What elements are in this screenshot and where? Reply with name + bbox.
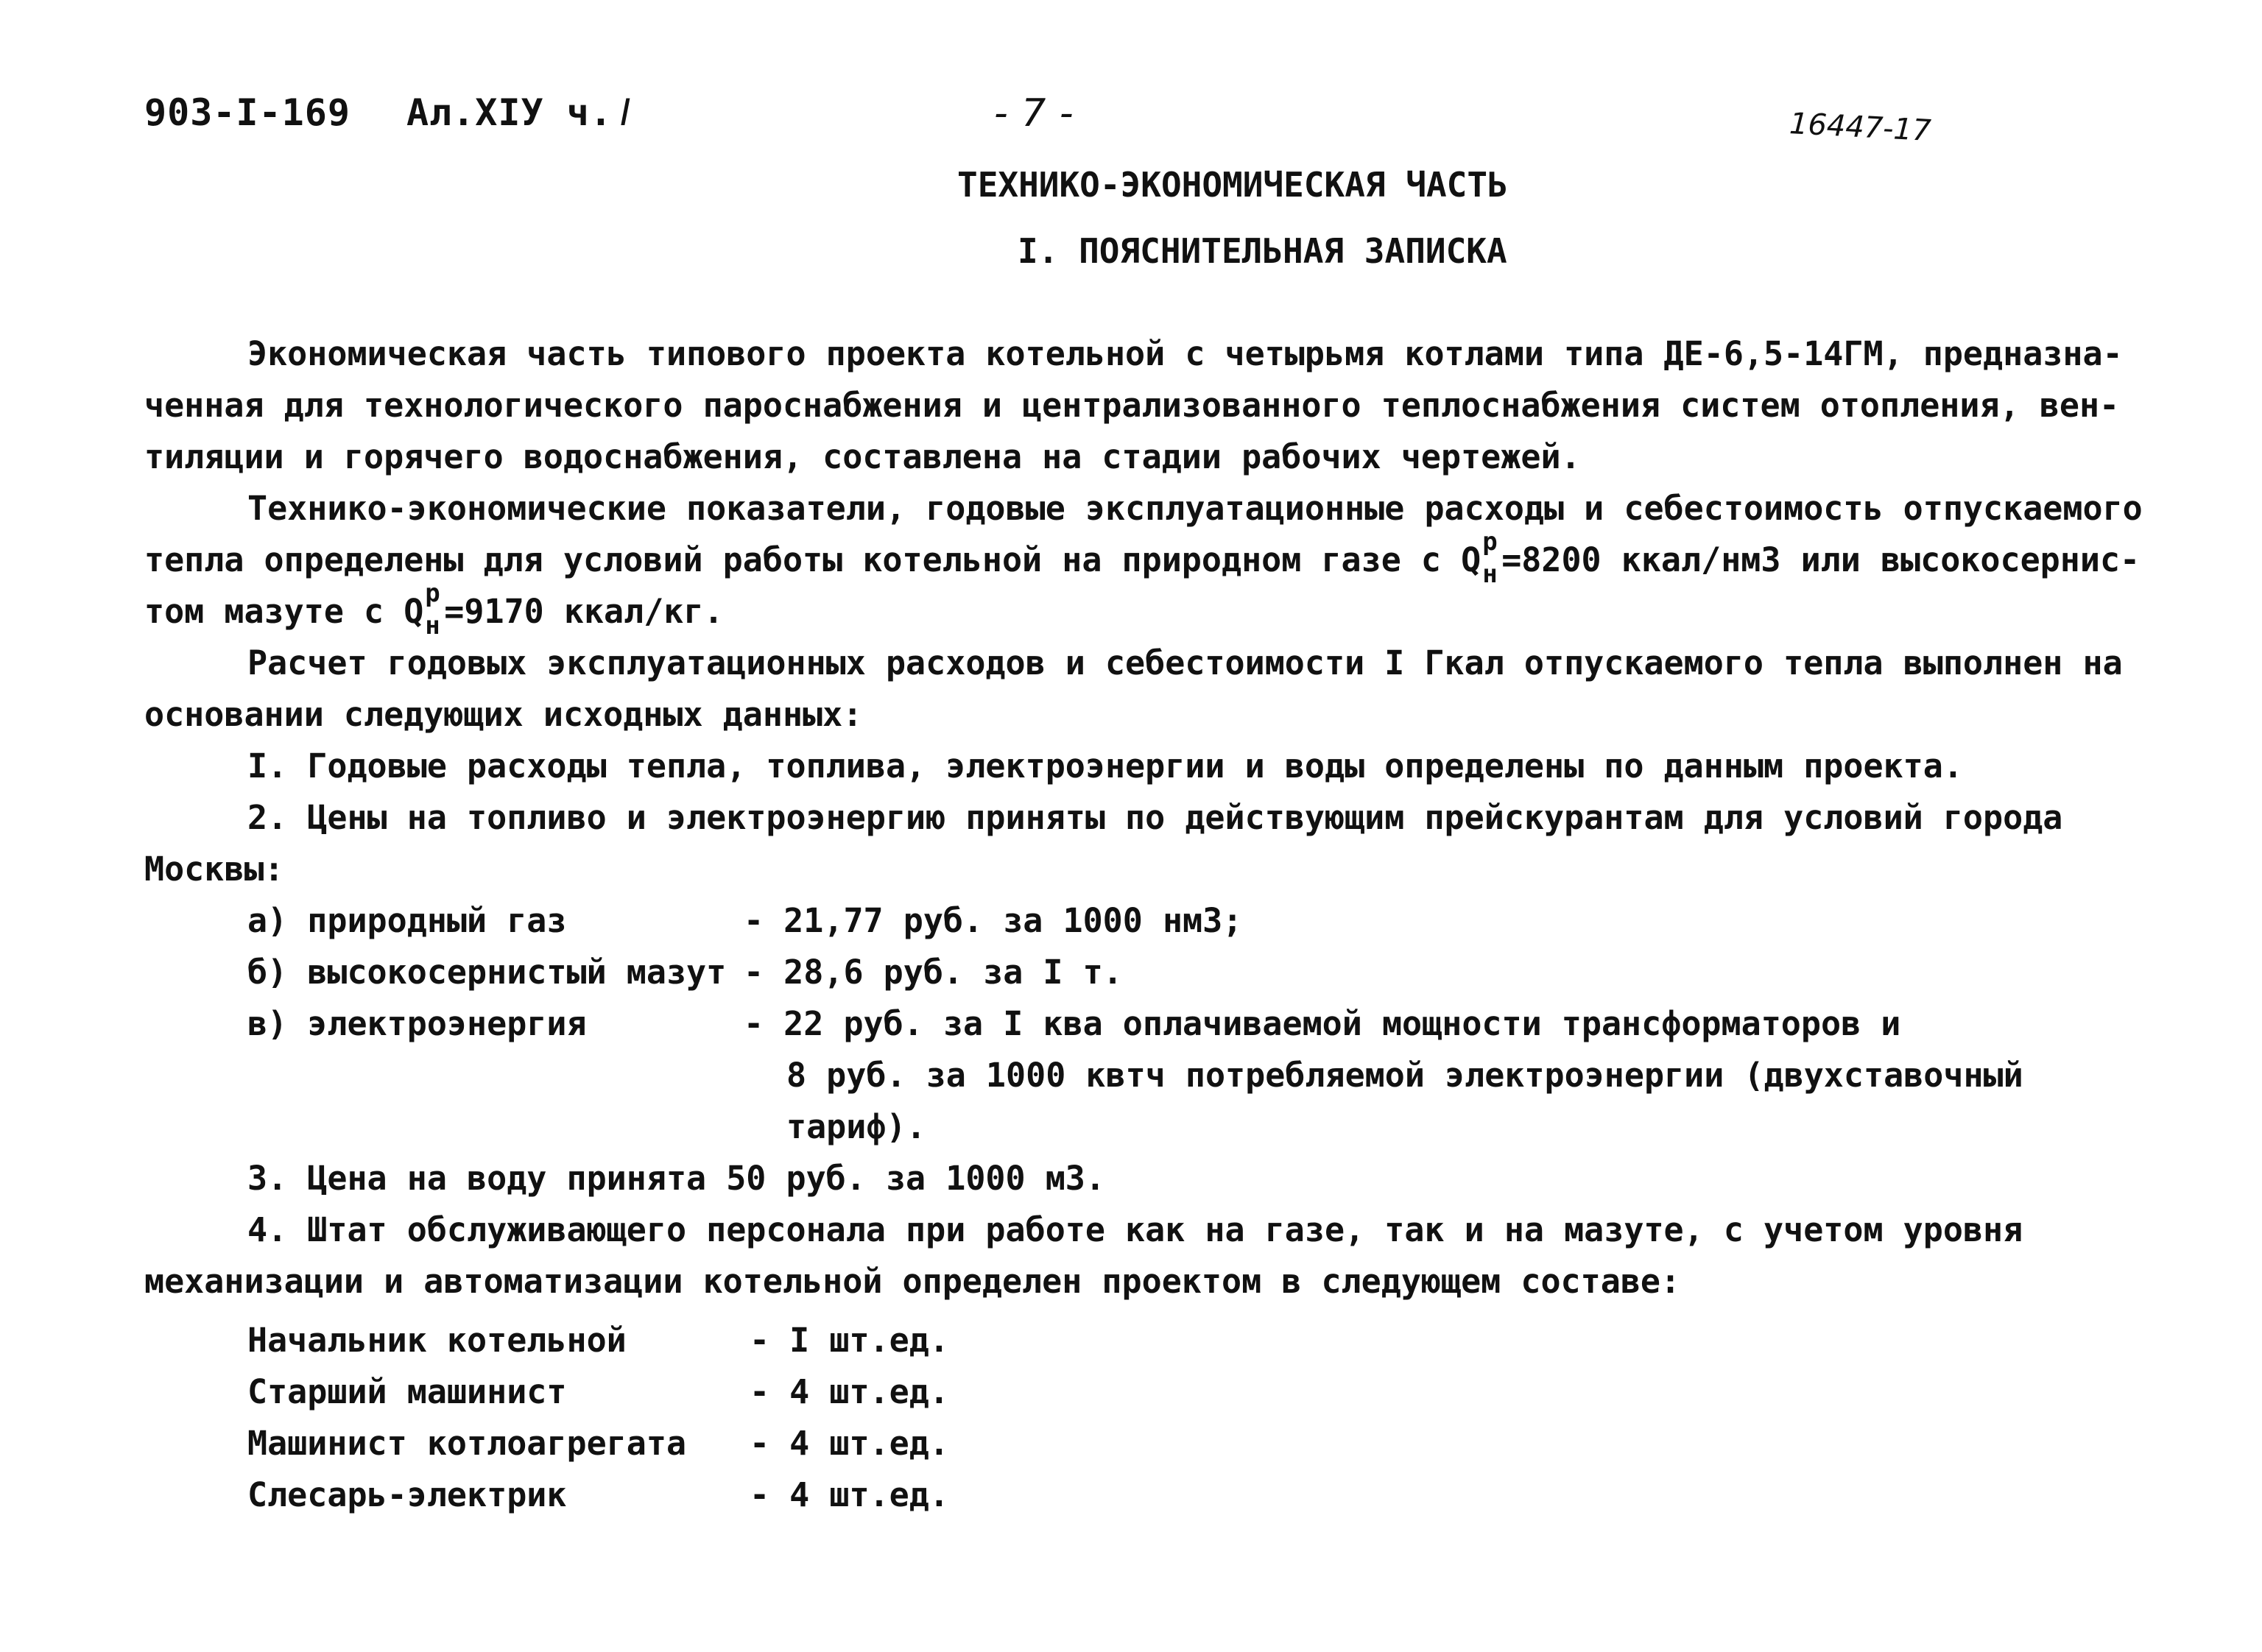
item-3: 3. Цена на воду принята 50 руб. за 1000 м3. bbox=[247, 1159, 1105, 1198]
electricity-price-continuation: 8 руб. за 1000 квтч потребляемой электроэнергии (двухставочный bbox=[786, 1056, 2023, 1095]
paragraph-3-line-1: Расчет годовых эксплуатационных расходов и себестоимости I Гкал отпускаемого тепла выполнен на bbox=[247, 643, 2123, 682]
staff-role: Машинист котлоагрегата bbox=[247, 1424, 687, 1463]
paragraph-2-line-3-text: том мазуте с Q bbox=[144, 592, 424, 631]
staff-count: - 4 шт.ед. bbox=[750, 1372, 949, 1411]
staff-role: Старший машинист bbox=[247, 1372, 567, 1411]
paragraph-2-line-2-value: =8200 ккал/нм3 или высокосернис- bbox=[1501, 540, 2141, 579]
paragraph-3-line-2: основании следующих исходных данных: bbox=[144, 695, 863, 734]
staff-count: - 4 шт.ед. bbox=[750, 1475, 949, 1514]
paragraph-2-line-2-text: тепла определены для условий работы котельной на природном газе с Q bbox=[144, 540, 1481, 579]
item-4-line-2: механизации и автоматизации котельной определен проектом в следующем составе: bbox=[144, 1262, 1681, 1301]
paragraph-2-line-3 bbox=[144, 579, 724, 640]
staff-count: - 4 шт.ед. bbox=[750, 1424, 949, 1463]
price-label: в) электроэнергия bbox=[247, 1004, 587, 1043]
price-label: б) высокосернистый мазут bbox=[247, 953, 727, 992]
price-value: - 22 руб. за I ква оплачиваемой мощности трансформаторов и bbox=[744, 1004, 1901, 1043]
section-title: ТЕХНИКО-ЭКОНОМИЧЕСКАЯ ЧАСТЬ bbox=[957, 165, 1508, 205]
heat-value-superscript: р bbox=[1482, 527, 1498, 557]
price-value: - 28,6 руб. за I т. bbox=[744, 953, 1123, 992]
item-1: I. Годовые расходы тепла, топлива, электроэнергии и воды определены по данным проекта. bbox=[247, 746, 1963, 786]
subsection-title: I. ПОЯСНИТЕЛЬНАЯ ЗАПИСКА bbox=[1018, 231, 1507, 271]
paragraph-1-line-2: ченная для технологического пароснабжения и централизованного теплоснабжения систем отопления, вен- bbox=[144, 386, 2120, 425]
document-code: 903-I-169 bbox=[144, 91, 350, 134]
staff-role: Слесарь-электрик bbox=[247, 1475, 567, 1514]
staff-count: - I шт.ед. bbox=[750, 1321, 949, 1360]
album-label bbox=[406, 91, 632, 134]
staff-role: Начальник котельной bbox=[247, 1321, 627, 1360]
item-2-line-2: Москвы: bbox=[144, 850, 284, 889]
registration-number: 16447-17 bbox=[1788, 106, 1932, 149]
electricity-price-continuation: тариф). bbox=[786, 1107, 926, 1146]
heat-value-subscript: н bbox=[1482, 560, 1498, 589]
item-4-line-1: 4. Штат обслуживающего персонала при работе как на газе, так и на мазуте, с учетом уровня bbox=[247, 1210, 2023, 1249]
price-value: - 21,77 руб. за 1000 нм3; bbox=[744, 901, 1243, 940]
page-number: - 7 - bbox=[994, 91, 1074, 135]
fuel-heat-superscript: р bbox=[425, 579, 440, 608]
paragraph-1-line-3: тиляции и горячего водоснабжения, составлена на стадии рабочих чертежей. bbox=[144, 437, 1581, 476]
fuel-heat-subscript: н bbox=[425, 611, 440, 640]
paragraph-1-line-1: Экономическая часть типового проекта котельной с четырьмя котлами типа ДЕ-6,5-14ГМ, предназна- bbox=[247, 334, 2123, 373]
item-2-line-1: 2. Цены на топливо и электроэнергию приняты по действующим прейскурантам для условий города bbox=[247, 798, 2063, 837]
paragraph-2-line-2 bbox=[144, 527, 2141, 589]
price-label: а) природный газ bbox=[247, 901, 567, 940]
paragraph-2-line-3-value: =9170 ккал/кг. bbox=[444, 592, 724, 631]
album-number: Ал.XIУ ч. bbox=[406, 91, 613, 134]
album-part: I bbox=[619, 91, 632, 134]
paragraph-2-line-1: Технико-экономические показатели, годовые эксплуатационные расходы и себестоимость отпускаемого bbox=[247, 489, 2143, 528]
